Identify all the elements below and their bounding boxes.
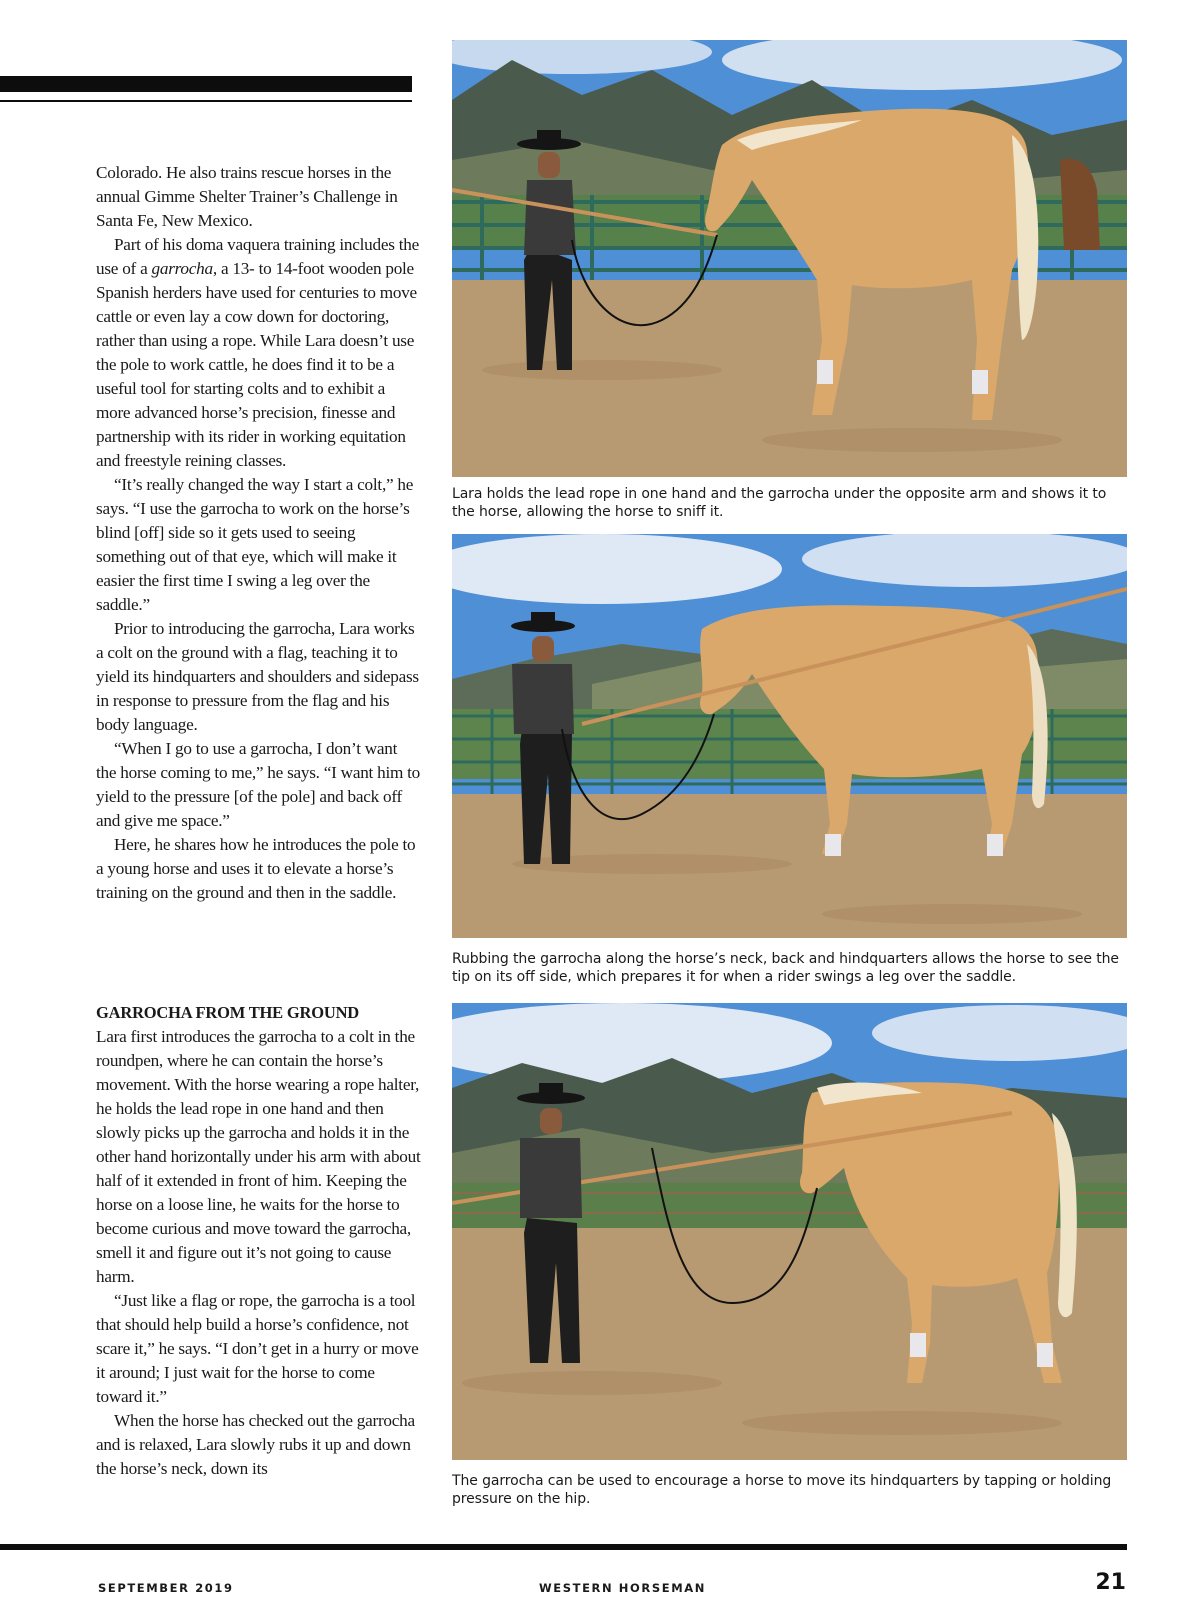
- paragraph: Colorado. He also trains rescue horses in the annual Gimme Shelter Trainer’s Challenge in Santa Fe, New Mexico.: [96, 163, 398, 230]
- italic-term: garrocha: [151, 259, 213, 278]
- paragraph: “Just like a flag or rope, the garrocha is a tool that should help build a horse’s confidence, not scare it,” he says. “I don’t get in a hurry or move it around; I just wait for the horse to come toward it.”: [96, 1291, 419, 1406]
- article-column: [96, 161, 421, 905]
- section-heading: GARROCHA FROM THE GROUND: [96, 1003, 360, 1022]
- paragraph: Prior to introducing the garrocha, Lara works a colt on the ground with a flag, teaching it to yield its hindquarters and shoulders and sidepass in response to pressure from the flag and his body language.: [96, 619, 419, 734]
- photo-2-caption: Rubbing the garrocha along the horse’s neck, back and hindquarters allows the horse to see the tip on its off side, which prepares it for when a rider swings a leg over the saddle.: [452, 951, 1119, 985]
- photo-3-illustration: [452, 1003, 1127, 1460]
- photo-3: [452, 1003, 1127, 1460]
- article-section: [96, 1001, 421, 1481]
- page-number: 21: [1095, 1570, 1126, 1595]
- header-rule-thin: [0, 100, 412, 102]
- photo-3-caption: The garrocha can be used to encourage a horse to move its hindquarters by tapping or holding pressure on the hip.: [452, 1473, 1112, 1507]
- photo-1-caption: Lara holds the lead rope in one hand and the garrocha under the opposite arm and shows it to the horse, allowing the horse to sniff it.: [452, 486, 1107, 520]
- paragraph: Part of his doma vaquera training includes the use of a garrocha, a 13- to 14-foot wooden pole Spanish herders have used for centuries to move cattle or even lay a cow down for doctoring, rather than using a rope. While Lara doesn’t use the pole to work cattle, he does find it to be a useful tool for starting colts and to exhibit a more advanced horse’s precision, finesse and partnership with its rider in working equitation and freestyle reining classes.: [96, 235, 419, 470]
- photo-1: [452, 40, 1127, 477]
- footer-date: SEPTEMBER 2019: [98, 1581, 234, 1595]
- paragraph: Here, he shares how he introduces the pole to a young horse and uses it to elevate a horse’s training on the ground and then in the saddle.: [96, 835, 416, 902]
- paragraph: When the horse has checked out the garrocha and is relaxed, Lara slowly rubs it up and down the horse’s neck, down its: [96, 1411, 415, 1478]
- paragraph: Lara first introduces the garrocha to a colt in the roundpen, where he can contain the horse’s movement. With the horse wearing a rope halter, he holds the lead rope in one hand and then slowly picks up the garrocha and holds it in the other hand horizontally under his arm with about half of it extended in front of him. Keeping the horse on a loose line, he waits for the horse to become curious and move toward the garrocha, smell it and figure out it’s not going to cause harm.: [96, 1027, 421, 1286]
- footer-rule: [0, 1544, 1127, 1550]
- photo-2-illustration: [452, 534, 1127, 938]
- photo-2: [452, 534, 1127, 938]
- header-rule-thick: [0, 76, 412, 92]
- paragraph: “When I go to use a garrocha, I don’t want the horse coming to me,” he says. “I want him to yield to the pressure [of the pole] and back off and give me space.”: [96, 739, 421, 830]
- paragraph: “It’s really changed the way I start a colt,” he says. “I use the garrocha to work on the horse’s blind [off] side so it gets used to seeing something out of that eye, which will make it easier the first time I swing a leg over the saddle.”: [96, 475, 414, 614]
- footer-magazine: WESTERN HORSEMAN: [539, 1581, 706, 1595]
- photo-1-illustration: [452, 40, 1127, 477]
